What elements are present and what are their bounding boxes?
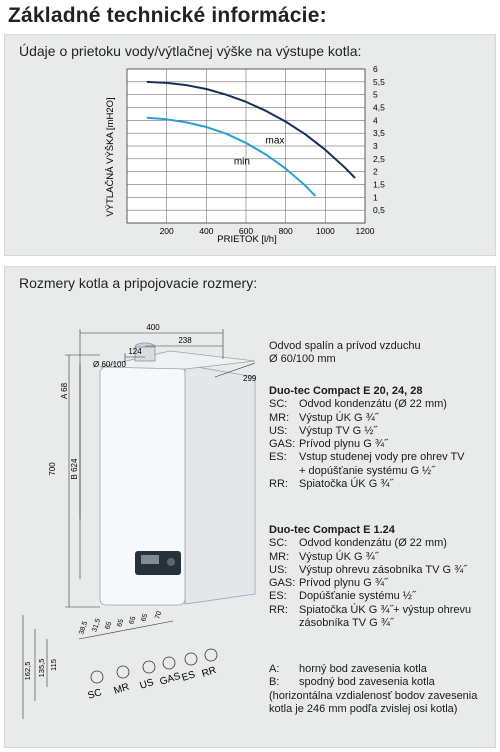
legend-description: + dopúšťanie systému G ½˝ — [299, 464, 435, 477]
y-tick-label: 6 — [373, 64, 378, 74]
x-axis-label: PRIETOK [l/h] — [217, 234, 277, 245]
legend-description: spodný bod zavesenia kotla — [299, 676, 435, 689]
connection-label: RR — [200, 664, 218, 680]
y-tick-label: 4 — [373, 115, 378, 126]
connection-circle — [143, 661, 155, 673]
legend-row — [269, 590, 471, 603]
connection-circle — [185, 653, 197, 665]
vert-dim-label: 162,5 — [23, 661, 32, 681]
dim-flue: Ø 60/100 — [93, 360, 126, 369]
y-tick-label: 4,5 — [373, 102, 385, 113]
vert-dim-label: 135,5 — [37, 658, 46, 678]
legend-description: Výstup ohrevu zásobníka TV G ¾˝ — [299, 563, 467, 576]
dim-b624: B 624 — [70, 458, 79, 480]
legend-row — [269, 537, 471, 550]
note-line: (horizontálna vzdialenosť bodov zavesenia — [269, 689, 478, 702]
connection-circle — [91, 671, 103, 683]
flow-chart-panel — [4, 34, 496, 256]
bottom-dim-label: 38,5 — [78, 620, 90, 636]
legend-description: Vstup studenej vody pre ohrev TV — [299, 451, 465, 464]
bottom-dimensions — [78, 610, 173, 639]
chart-grid — [127, 69, 365, 223]
dim-238: 238 — [178, 336, 192, 345]
flow-chart-heading: Údaje o prietoku vody/výtlačnej výške na výstupe kotla: — [19, 43, 362, 59]
legend-row — [269, 398, 465, 411]
x-tick-label: 1200 — [355, 226, 375, 236]
y-tick-label: 1,5 — [373, 179, 385, 190]
y-tick-label: 3 — [373, 141, 378, 151]
legend-description: Spiatočka ÚK G ¾˝+ výstup ohrevu — [299, 603, 472, 616]
y-tick-label: 2,5 — [373, 153, 385, 164]
legend-row — [269, 564, 471, 577]
legend-row — [269, 604, 471, 617]
legend-description: zásobníka TV G ¾˝ — [299, 617, 394, 630]
legend-row — [269, 676, 477, 689]
y-tick-label: 2 — [373, 166, 378, 177]
bottom-dim-label: 65 — [128, 615, 138, 626]
legend-code: GAS: — [269, 438, 296, 451]
series-min-label: min — [233, 156, 250, 168]
legend-code: SC: — [269, 537, 288, 550]
dim-400: 400 — [146, 323, 160, 332]
flue-text-line: Odvod spalín a prívod vzduchu — [269, 340, 421, 352]
legend-row — [269, 465, 465, 478]
legend-code: RR: — [269, 603, 288, 616]
legend-row — [269, 425, 465, 438]
bottom-dim-label: 70 — [154, 610, 164, 621]
connection-circle — [163, 657, 175, 669]
legend-block-1 — [269, 385, 465, 491]
legend-code: RR: — [269, 478, 288, 491]
bottom-dim-label: 65 — [116, 618, 126, 628]
flue-text-line: Ø 60/100 mm — [269, 353, 336, 366]
dim-299: 299 — [243, 374, 257, 383]
control-knob — [167, 558, 175, 566]
legend-code — [269, 465, 299, 478]
connection-label: GAS — [158, 670, 183, 688]
legend-description: horný bod zavesenia kotla — [299, 663, 427, 675]
y-tick-label: 0,5 — [373, 205, 385, 216]
vertical-dimensions — [23, 615, 58, 719]
legend-code: ES: — [269, 451, 287, 464]
legend-description: Dopúšťanie systému ½˝ — [299, 590, 416, 603]
x-tick-label: 600 — [238, 226, 254, 236]
legend-code: MR: — [269, 550, 290, 563]
legend-description: Výstup TV G ½˝ — [299, 424, 378, 437]
y-tick-labels — [373, 64, 385, 215]
dim-a68: A 68 — [60, 382, 69, 400]
control-display — [141, 555, 159, 564]
dimensions-panel — [4, 266, 496, 748]
flow-pressure-chart — [5, 47, 495, 257]
connection-circle — [117, 666, 129, 678]
legend-row — [269, 451, 465, 464]
x-tick-label: 200 — [159, 226, 174, 236]
series-max-label: max — [265, 135, 285, 147]
connection-label: US — [138, 677, 156, 692]
legend-code — [269, 617, 299, 630]
legend-code: SC: — [269, 398, 288, 411]
legend-block-title: Duo-tec Compact E 1.24 — [269, 524, 395, 536]
legend-description: Prívod plynu G ¾˝ — [299, 577, 388, 590]
legend-code: MR: — [269, 411, 290, 424]
dim-700: 700 — [48, 462, 57, 476]
flue-text — [269, 340, 421, 367]
legend-row — [269, 438, 465, 451]
legend-code: US: — [269, 563, 288, 576]
legend-block-3 — [269, 663, 477, 716]
connection-label: MR — [112, 681, 131, 697]
legend-description: Spiatočka ÚK G ¾˝ — [299, 478, 394, 491]
y-tick-label: 5 — [373, 89, 378, 100]
page-title: Základné technické informácie: — [8, 4, 327, 27]
legend-description: Výstup ÚK G ¾˝ — [299, 550, 379, 563]
bottom-dim-label: 65 — [104, 620, 114, 631]
boiler-drawing — [5, 299, 265, 739]
legend-code: GAS: — [269, 577, 296, 590]
y-axis-label: VÝTLAČNÁ VÝŠKA [mH2O] — [105, 97, 116, 217]
legend-code: B: — [269, 676, 280, 689]
y-tick-label: 3,5 — [373, 128, 385, 139]
legend-description: Výstup ÚK G ¾˝ — [299, 411, 379, 424]
legend-description: Odvod kondenzátu (Ø 22 mm) — [299, 537, 447, 550]
x-tick-label: 1000 — [315, 226, 335, 236]
connection-circles — [87, 649, 218, 702]
legend-row — [269, 617, 471, 630]
legend-description: Prívod plynu G ¾˝ — [299, 438, 388, 451]
bottom-dim-label: 31,5 — [91, 617, 103, 634]
legend-block-2 — [269, 524, 471, 630]
legend-code: ES: — [269, 590, 287, 603]
connection-label: ES — [180, 669, 197, 684]
connection-label: SC — [86, 687, 104, 702]
legend-row — [269, 577, 471, 590]
note-line: kotla je 246 mm podľa zvislej osi kotla) — [269, 702, 458, 715]
legend-row — [269, 551, 471, 564]
x-tick-label: 400 — [199, 226, 214, 236]
dimensions-heading: Rozmery kotla a pripojovacie rozmery: — [19, 275, 258, 291]
dim-124: 124 — [128, 347, 142, 356]
y-tick-label: 1 — [373, 192, 378, 203]
legend-description: Odvod kondenzátu (Ø 22 mm) — [299, 398, 447, 411]
bottom-dim-label: 65 — [140, 613, 150, 623]
legend-row — [269, 412, 465, 425]
y-tick-label: 5,5 — [373, 76, 385, 87]
vert-dim-label: 115 — [49, 659, 58, 671]
boiler-side-face — [185, 365, 255, 604]
legend-row — [269, 663, 477, 676]
legend-row — [269, 478, 465, 491]
x-tick-label: 800 — [278, 226, 293, 236]
legend-block-title: Duo-tec Compact E 20, 24, 28 — [269, 385, 423, 397]
connection-circle — [205, 649, 217, 661]
legend-code: US: — [269, 424, 288, 437]
legend-code: A: — [269, 663, 280, 675]
